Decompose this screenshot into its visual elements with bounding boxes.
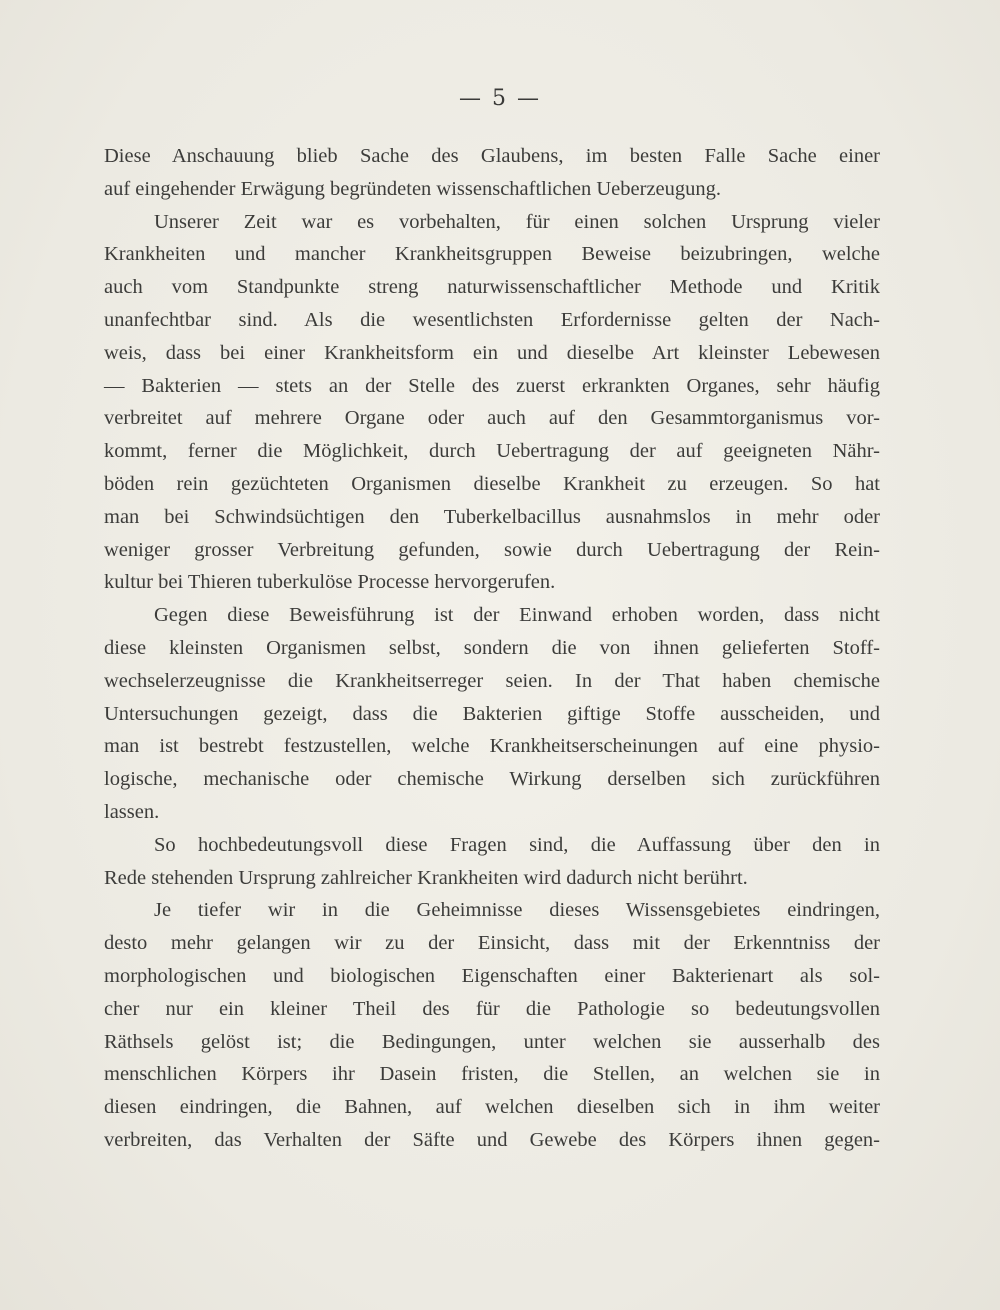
text-line: kommt, ferner die Möglichkeit, durch Uebertragung der auf geeigneten Nähr-	[104, 440, 880, 463]
text-line: diese kleinsten Organismen selbst, sondern die von ihnen gelieferten Stoff-	[104, 636, 880, 659]
text-line: unanfechtbar sind. Als die wesentlichsten Erfordernisse gelten der Nach-	[104, 308, 880, 331]
page-number: — 5 —	[459, 86, 541, 111]
text-line: verbreitet auf mehrere Organe oder auch auf den Gesammtorganismus vor-	[104, 407, 880, 430]
text-line: man ist bestrebt festzustellen, welche Krankheitserscheinungen auf eine physio-	[104, 735, 880, 758]
text-line: desto mehr gelangen wir zu der Einsicht, dass mit der Erkenntniss der	[104, 932, 880, 955]
text-line: Räthsels gelöst ist; die Bedingungen, unter welchen sie ausserhalb des	[104, 1030, 880, 1053]
text-line: lassen.	[104, 800, 160, 823]
text-line: Unserer Zeit war es vorbehalten, für einen solchen Ursprung vieler	[154, 210, 880, 233]
text-line: böden rein gezüchteten Organismen dieselbe Krankheit zu erzeugen. So hat	[104, 472, 880, 495]
text-line: man bei Schwindsüchtigen den Tuberkelbacillus ausnahmslos in mehr oder	[104, 505, 880, 528]
text-line: logische, mechanische oder chemische Wirkung derselben sich zurückführen	[104, 768, 880, 791]
text-line: So hochbedeutungsvoll diese Fragen sind, die Auffassung über den in	[154, 833, 880, 856]
text-line: diesen eindringen, die Bahnen, auf welchen dieselben sich in ihm weiter	[104, 1096, 880, 1119]
text-line: menschlichen Körpers ihr Dasein fristen, die Stellen, an welchen sie in	[104, 1063, 880, 1086]
text-line: auch vom Standpunkte streng naturwissenschaftlicher Methode und Kritik	[104, 276, 880, 299]
text-line: morphologischen und biologischen Eigenschaften einer Bakterienart als sol-	[104, 964, 880, 987]
text-line: auf eingehender Erwägung begründeten wissenschaftlichen Ueberzeugung.	[104, 177, 722, 200]
text-line: kultur bei Thieren tuberkulöse Processe hervorgerufen.	[104, 571, 556, 594]
text-line: cher nur ein kleiner Theil des für die Pathologie so bedeutungsvollen	[104, 997, 880, 1020]
text-line: Rede stehenden Ursprung zahlreicher Krankheiten wird dadurch nicht berührt.	[104, 866, 748, 889]
body-text	[104, 140, 880, 1157]
text-line: — Bakterien — stets an der Stelle des zuerst erkrankten Organes, sehr häufig	[104, 374, 880, 397]
text-line: Diese Anschauung blieb Sache des Glaubens, im besten Falle Sache einer	[104, 145, 880, 167]
text-line: Je tiefer wir in die Geheimnisse dieses Wissensgebietes eindringen,	[154, 899, 880, 922]
text-line: weniger grosser Verbreitung gefunden, sowie durch Uebertragung der Rein-	[104, 538, 880, 561]
text-line: Untersuchungen gezeigt, dass die Bakterien giftige Stoffe ausscheiden, und	[104, 702, 880, 725]
text-line: wechselerzeugnisse die Krankheitserreger seien. In der That haben chemische	[104, 669, 880, 692]
text-line: Krankheiten und mancher Krankheitsgruppen Beweise beizubringen, welche	[104, 243, 880, 266]
text-line: Gegen diese Beweisführung ist der Einwand erhoben worden, dass nicht	[154, 604, 880, 627]
text-line: weis, dass bei einer Krankheitsform ein und dieselbe Art kleinster Lebewesen	[104, 341, 880, 364]
text-line: verbreiten, das Verhalten der Säfte und Gewebe des Körpers ihnen gegen-	[104, 1128, 880, 1151]
